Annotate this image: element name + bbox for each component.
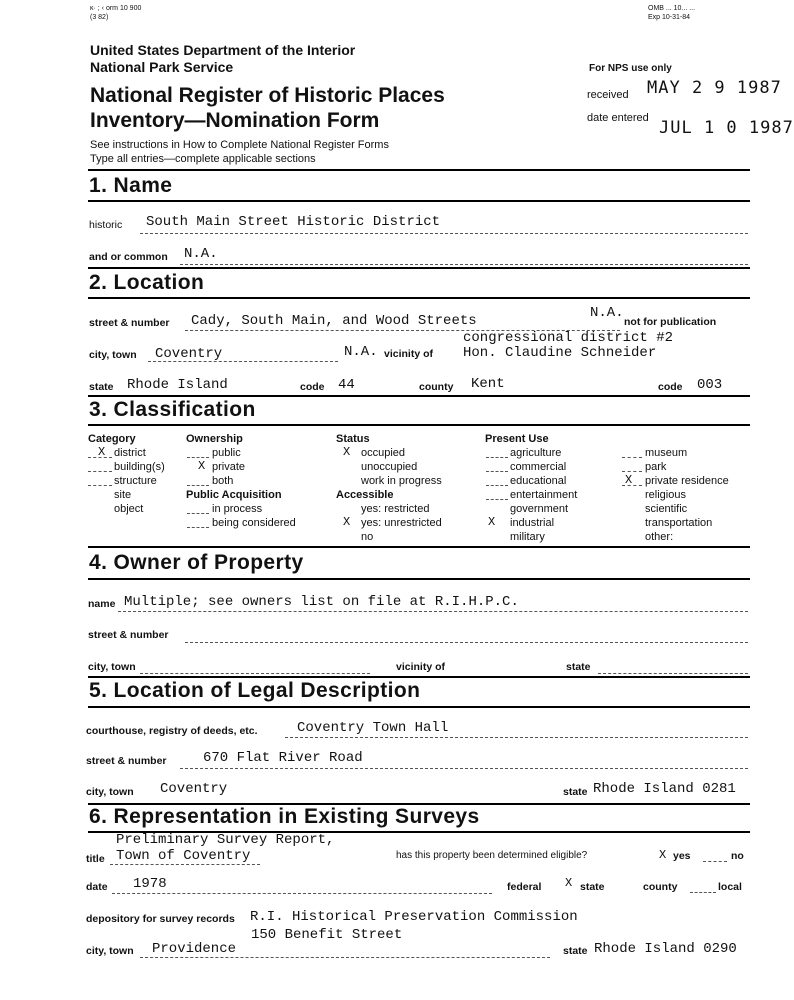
section-rule xyxy=(88,267,750,269)
common-name-value: N.A. xyxy=(184,246,218,262)
instructions-line1: See instructions in How to Complete National Register Forms xyxy=(90,139,389,151)
use-industrial: industrial xyxy=(510,517,555,529)
legal-city-value: Coventry xyxy=(160,781,228,797)
county-code-value: 003 xyxy=(697,377,723,393)
category-buildings: building(s) xyxy=(114,461,165,473)
acquisition-being-considered: being considered xyxy=(212,517,296,529)
section-rule xyxy=(88,676,750,678)
section-rule xyxy=(88,578,750,580)
checkbox-line xyxy=(690,892,716,893)
omb-number: OMB ... 10... ... xyxy=(648,5,696,12)
service-name: National Park Service xyxy=(90,59,234,75)
street-number-label: street & number xyxy=(89,317,170,329)
checkbox-line xyxy=(622,485,642,486)
checkbox-line xyxy=(187,527,209,528)
accessible-heading: Accessible xyxy=(336,489,394,501)
na-value: N.A. xyxy=(590,305,624,321)
use-transportation: transportation xyxy=(645,517,713,529)
state-label: state xyxy=(89,381,114,393)
section-1-title: 1. Name xyxy=(89,174,173,197)
status-occupied-mark: X xyxy=(343,445,351,459)
common-name-label: and or common xyxy=(89,251,168,263)
eligible-no: no xyxy=(731,850,744,862)
field-line xyxy=(185,642,748,643)
category-heading: Category xyxy=(88,433,136,445)
owner-state-label: state xyxy=(566,661,591,673)
field-line xyxy=(110,864,260,865)
checkbox-line xyxy=(88,485,112,486)
present-use-heading: Present Use xyxy=(485,433,549,445)
section-rule xyxy=(88,169,750,171)
checkbox-line xyxy=(486,457,508,458)
accessible-no: no xyxy=(361,531,374,543)
ownership-heading: Ownership xyxy=(186,433,243,445)
section-5-title: 5. Location of Legal Description xyxy=(89,679,421,702)
survey-date-value: 1978 xyxy=(133,876,167,892)
status-unoccupied: unoccupied xyxy=(361,461,418,473)
county-label: county xyxy=(419,381,454,393)
accessible-restricted: yes: restricted xyxy=(361,503,430,515)
checkbox-line xyxy=(703,861,727,862)
field-line xyxy=(140,673,370,674)
county-code-label: code xyxy=(658,381,683,393)
owner-vicinity-label: vicinity of xyxy=(396,661,446,673)
state-survey-mark: X xyxy=(565,876,573,890)
form-title-line1: National Register of Historic Places xyxy=(90,84,445,107)
owner-street-label: street & number xyxy=(88,629,169,641)
owner-city-label: city, town xyxy=(88,661,136,673)
checkbox-line xyxy=(622,457,642,458)
accessible-unrestricted-mark: X xyxy=(343,515,351,529)
use-museum: museum xyxy=(645,447,688,459)
county-survey-label: county xyxy=(643,881,678,893)
ownership-public: public xyxy=(212,447,241,459)
depository-city-label: city, town xyxy=(86,945,134,957)
representative: Hon. Claudine Schneider xyxy=(463,345,657,361)
ownership-private: private xyxy=(212,461,246,473)
ownership-both: both xyxy=(212,475,234,487)
use-scientific: scientific xyxy=(645,503,688,515)
legal-state-label: state xyxy=(563,786,588,798)
date-entered-label: date entered xyxy=(587,112,649,124)
category-site: site xyxy=(114,489,132,501)
survey-title-value-2: Town of Coventry xyxy=(116,848,251,864)
eligible-question: has this property been determined eligible? xyxy=(396,850,588,861)
use-government: government xyxy=(510,503,569,515)
code-value: 44 xyxy=(338,377,355,393)
department-name: United States Department of the Interior xyxy=(90,42,356,58)
legal-street-label: street & number xyxy=(86,755,167,767)
field-line xyxy=(598,673,748,674)
use-agriculture: agriculture xyxy=(510,447,562,459)
accessible-unrestricted: yes: unrestricted xyxy=(361,517,442,529)
vicinity-label: vicinity of xyxy=(384,348,434,360)
checkbox-line xyxy=(88,457,112,458)
survey-title-value-1: Preliminary Survey Report, xyxy=(116,832,335,848)
legal-city-label: city, town xyxy=(86,786,134,798)
form-number: ĸ· ; ‹ orm 10 900 xyxy=(90,5,142,12)
category-object: object xyxy=(114,503,144,515)
use-religious: religious xyxy=(645,489,686,501)
state-survey-label: state xyxy=(580,881,605,893)
checkbox-line xyxy=(622,471,642,472)
depository-state-label: state xyxy=(563,945,588,957)
status-occupied: occupied xyxy=(361,447,406,459)
not-for-publication-label: not for publication xyxy=(624,316,717,328)
received-stamp: MAY 2 9 1987 xyxy=(647,78,782,98)
instructions-line2: Type all entries—complete applicable sections xyxy=(90,153,316,165)
status-heading: Status xyxy=(336,433,370,445)
form-date: (3 82) xyxy=(90,14,109,21)
field-line xyxy=(118,611,748,612)
depository-city-value: Providence xyxy=(152,941,237,957)
use-industrial-mark: X xyxy=(488,515,496,529)
checkbox-line xyxy=(187,457,209,458)
legal-street-value: 670 Flat River Road xyxy=(203,750,363,766)
depository-state-value: Rhode Island 0290 xyxy=(594,941,737,957)
owner-name-value: Multiple; see owners list on file at R.I.H.P.C. xyxy=(124,594,519,610)
street-value: Cady, South Main, and Wood Streets xyxy=(191,313,477,329)
use-private-residence-mark: X xyxy=(625,473,633,487)
county-value: Kent xyxy=(471,376,505,392)
depository-label: depository for survey records xyxy=(86,913,235,925)
section-2-title: 2. Location xyxy=(89,271,205,294)
survey-title-label: title xyxy=(86,853,105,865)
field-line xyxy=(148,361,338,362)
form-title-line2: Inventory—Nomination Form xyxy=(90,109,380,132)
section-rule xyxy=(88,706,750,708)
use-military: military xyxy=(510,531,545,543)
eligible-yes-mark: X xyxy=(659,848,667,862)
received-label: received xyxy=(587,89,629,101)
courthouse-value: Coventry Town Hall xyxy=(297,720,449,736)
category-district-mark: X xyxy=(98,445,106,459)
state-value: Rhode Island xyxy=(127,377,228,393)
field-line xyxy=(285,737,748,738)
congressional-district: congressional district #2 xyxy=(463,330,674,346)
checkbox-line xyxy=(88,471,112,472)
use-private-residence: private residence xyxy=(645,475,729,487)
city-town-label: city, town xyxy=(89,349,137,361)
section-rule xyxy=(88,395,750,397)
omb-expiration: Exp 10-31-84 xyxy=(648,14,691,21)
field-line xyxy=(180,264,748,265)
ownership-private-mark: X xyxy=(198,459,206,473)
historic-value: South Main Street Historic District xyxy=(146,214,441,230)
depository-value-1: R.I. Historical Preservation Commission xyxy=(250,909,578,925)
use-entertainment: entertainment xyxy=(510,489,578,501)
acquisition-in-process: in process xyxy=(212,503,263,515)
legal-state-value: Rhode Island 0281 xyxy=(593,781,736,797)
checkbox-line xyxy=(187,513,209,514)
nps-use-label: For NPS use only xyxy=(589,63,672,74)
local-survey-label: local xyxy=(718,881,742,893)
historic-label: historic xyxy=(89,219,123,231)
eligible-yes: yes xyxy=(673,850,691,862)
entered-stamp: JUL 1 0 1987 xyxy=(659,118,794,138)
section-rule xyxy=(88,424,750,426)
field-line xyxy=(112,893,492,894)
field-line xyxy=(140,957,550,958)
status-work-in-progress: work in progress xyxy=(361,475,442,487)
public-acquisition-heading: Public Acquisition xyxy=(186,489,282,501)
field-line xyxy=(180,768,748,769)
code-label: code xyxy=(300,381,325,393)
category-district: district xyxy=(114,447,146,459)
use-other: other: xyxy=(645,531,674,543)
section-3-title: 3. Classification xyxy=(89,398,256,421)
federal-label: federal xyxy=(507,881,542,893)
use-park: park xyxy=(645,461,667,473)
category-structure: structure xyxy=(114,475,157,487)
use-commercial: commercial xyxy=(510,461,567,473)
survey-date-label: date xyxy=(86,881,108,893)
checkbox-line xyxy=(486,485,508,486)
checkbox-line xyxy=(486,471,508,472)
field-line xyxy=(140,233,748,234)
owner-name-label: name xyxy=(88,598,116,610)
vicinity-na: N.A. xyxy=(344,344,378,360)
depository-value-2: 150 Benefit Street xyxy=(251,927,403,943)
section-rule xyxy=(88,546,750,548)
courthouse-label: courthouse, registry of deeds, etc. xyxy=(86,725,258,737)
section-4-title: 4. Owner of Property xyxy=(89,551,304,574)
use-educational: educational xyxy=(510,475,567,487)
section-rule xyxy=(88,200,750,202)
city-value: Coventry xyxy=(155,346,223,362)
checkbox-line xyxy=(486,499,508,500)
checkbox-line xyxy=(187,485,209,486)
section-6-title: 6. Representation in Existing Surveys xyxy=(89,805,480,828)
section-rule xyxy=(88,297,750,299)
